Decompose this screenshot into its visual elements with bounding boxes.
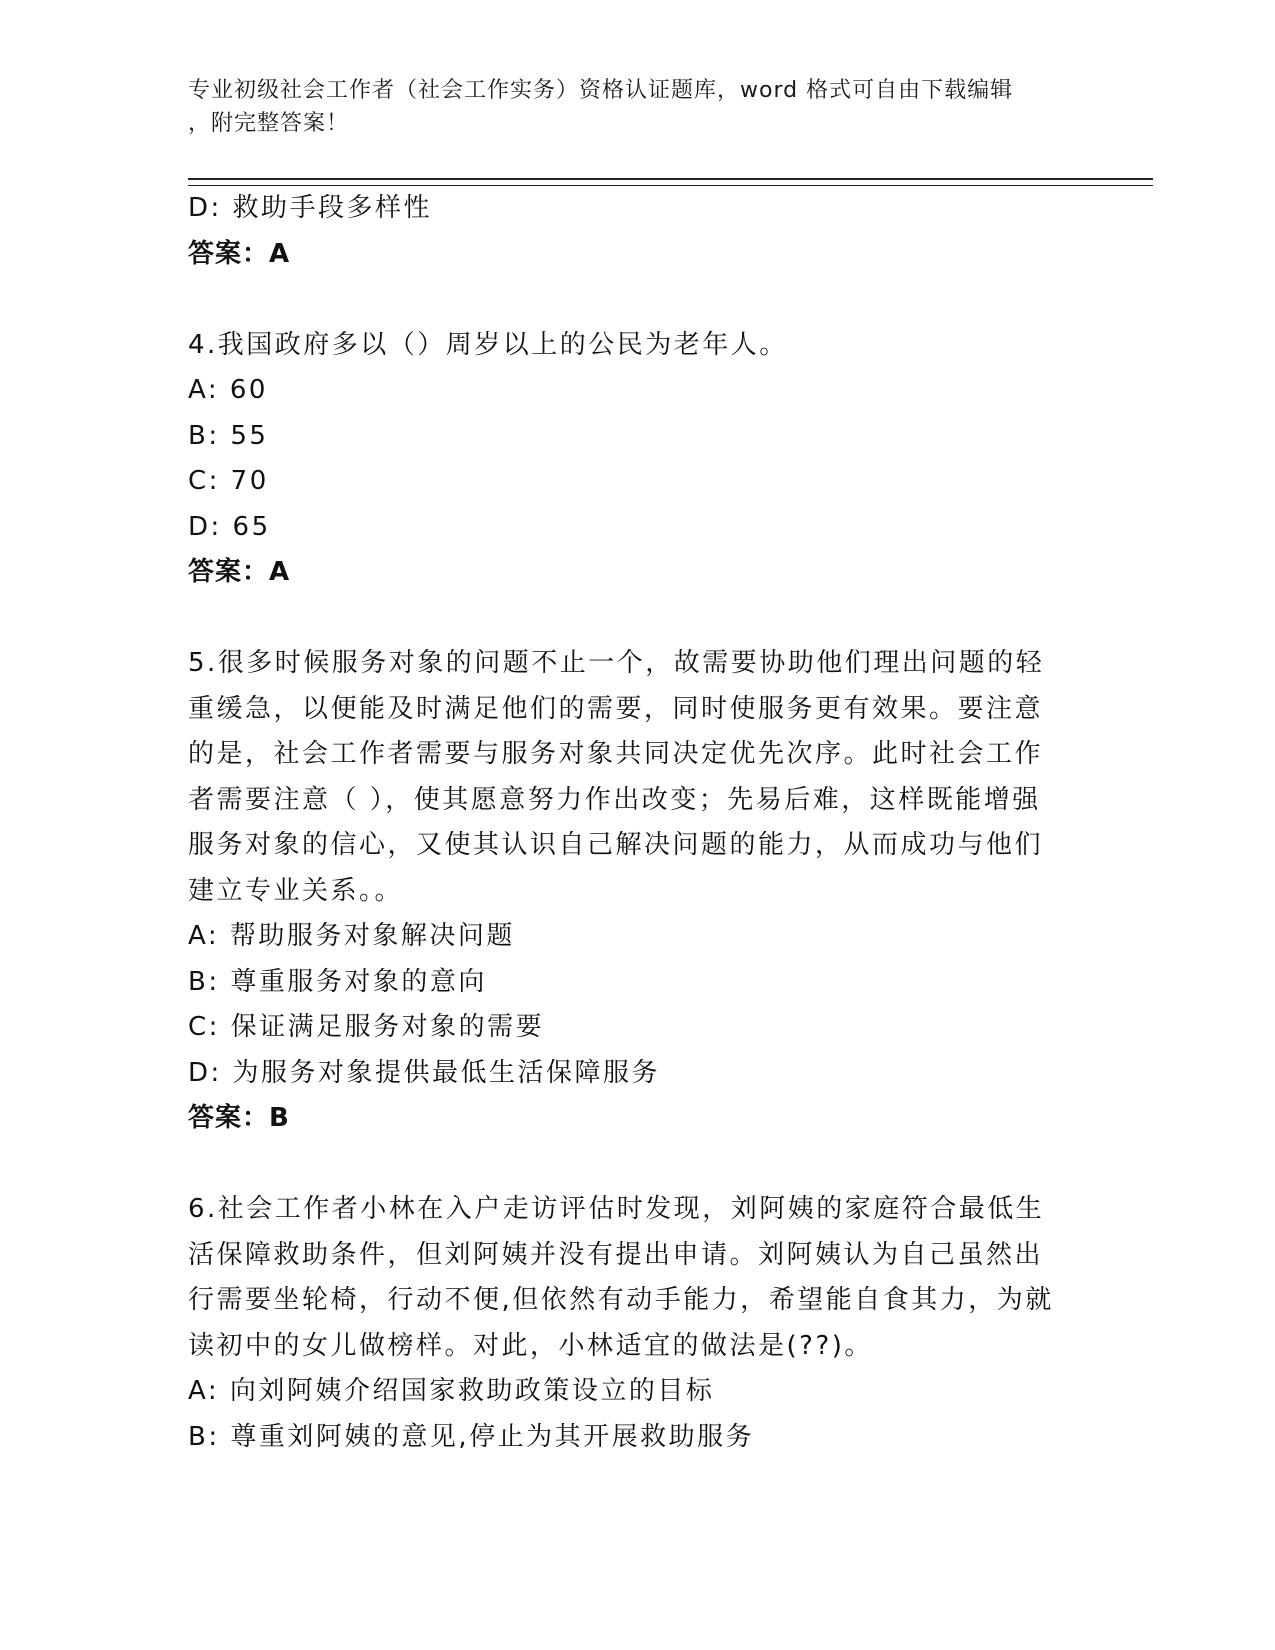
- question-5-stem-line: 建立专业关系。。: [188, 875, 404, 906]
- question-5-option-b: B: 尊重服务对象的意向: [188, 966, 487, 997]
- question-5-option-a: A: 帮助服务对象解决问题: [188, 921, 515, 951]
- prev-option-d: D: 救助手段多样性: [188, 193, 433, 223]
- prev-answer: 答案：A: [188, 238, 291, 269]
- question-4-option-d: D: 65: [188, 511, 271, 542]
- question-5-stem-line: 者需要注意（ ），使其愿意努力作出改变；先易后难，这样既能增强: [188, 784, 1041, 815]
- question-6-option-b: B: 尊重刘阿姨的意见,停止为其开展救助服务: [188, 1421, 755, 1452]
- question-6-stem-line: 活保障救助条件，但刘阿姨并没有提出申请。刘阿姨认为自己虽然出: [188, 1239, 1044, 1270]
- question-4-option-b: B: 55: [188, 420, 269, 451]
- question-6-option-a: A: 向刘阿姨介绍国家救助政策设立的目标: [188, 1376, 715, 1406]
- question-6: [188, 1187, 1088, 1460]
- header-title-line-2: ，附完整答案！: [188, 111, 350, 136]
- document-header: [188, 74, 1088, 140]
- question-5-stem-line: 服务对象的信心，又使其认识自己解决问题的能力，从而成功与他们: [188, 830, 1044, 860]
- question-5-stem-line: 的是，社会工作者需要与服务对象共同决定优先次序。此时社会工作: [188, 739, 1044, 769]
- spacer: [188, 1142, 1088, 1188]
- question-content: [188, 186, 1088, 1460]
- header-divider: [188, 178, 1153, 186]
- question-4-option-c: C: 70: [188, 466, 269, 496]
- question-5-option-d: D: 为服务对象提供最低生活保障服务: [188, 1057, 661, 1088]
- question-6-stem-line: 读初中的女儿做榜样。对此，小林适宜的做法是(??)。: [188, 1330, 873, 1361]
- spacer: [188, 596, 1088, 642]
- question-5: [188, 641, 1088, 1142]
- header-title-line-1: 专业初级社会工作者（社会工作实务）资格认证题库，word 格式可自由下载编辑: [188, 78, 1014, 103]
- question-4: [188, 323, 1088, 596]
- question-6-stem-line: 行需要坐轮椅，行动不便,但依然有动手能力，希望能自食其力，为就: [188, 1285, 1054, 1315]
- question-4-stem: 4.我国政府多以（）周岁以上的公民为老年人。: [188, 329, 788, 360]
- question-5-answer: 答案：B: [188, 1103, 290, 1133]
- question-6-stem-line: 6.社会工作者小林在入户走访评估时发现，刘阿姨的家庭符合最低生: [188, 1194, 1045, 1224]
- question-4-answer: 答案：A: [188, 557, 291, 587]
- question-5-option-c: C: 保证满足服务对象的需要: [188, 1012, 545, 1042]
- question-5-stem-line: 5.很多时候服务对象的问题不止一个，故需要协助他们理出问题的轻: [188, 648, 1045, 678]
- spacer: [188, 277, 1088, 323]
- question-5-stem-line: 重缓急，以便能及时满足他们的需要，同时使服务更有效果。要注意: [188, 693, 1044, 724]
- question-4-option-a: A: 60: [188, 375, 268, 405]
